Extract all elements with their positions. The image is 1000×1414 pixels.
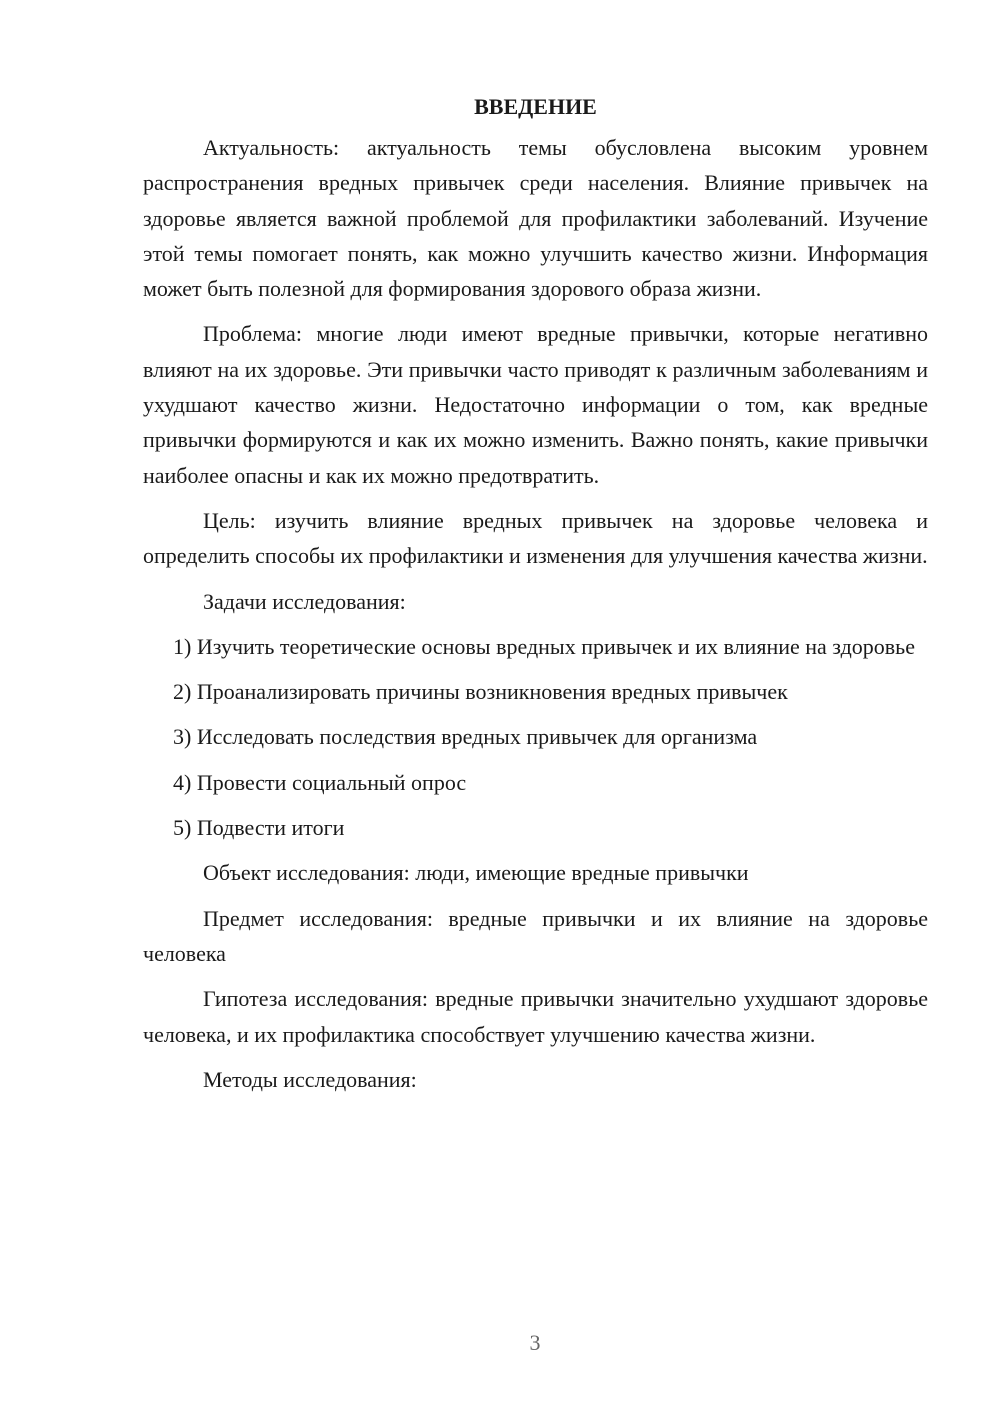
list-item: 5) Подвести итоги [173,815,345,841]
paragraph-object: Объект исследования: люди, имеющие вредные привычки [203,860,749,886]
document-title: ВВЕДЕНИЕ [474,94,597,119]
paragraph-subject: Предмет исследования: вредные привычки и их влияние на здоровье человека [143,905,928,966]
methods-heading: Методы исследования: [203,1066,417,1092]
list-item: 4) Провести социальный опрос [173,769,467,795]
list-item: 3) Исследовать последствия вредных привычек для организма [173,724,758,750]
page-number: 3 [529,1330,541,1355]
paragraph-goal: Цель: изучить влияние вредных привычек на здоровье человека и определить способы их профилактики и изменения для улучшения качества жизни. [143,507,928,569]
list-item: 2) Проанализировать причины возникновения вредных привычек [173,679,788,705]
paragraph-relevance: Актуальность: актуальность темы обусловлена высоким уровнем распространения вредных привычек среди населения. Влияние привычек на здоровье является важной проблемой для профилактики заболеваний. Изучение этой темы помогает понять, как можно улучшить качество жизни. Информация может быть полезной для формирования здорового образа жизни. [143,135,928,302]
tasks-list [143,629,928,845]
tasks-heading: Задачи исследования: [203,588,406,614]
list-item: 1) Изучить теоретические основы вредных привычек и их влияние на здоровье [173,633,915,659]
paragraph-problem: Проблема: многие люди имеют вредные привычки, которые негативно влияют на их здоровье. Эти привычки часто приводят к различным заболеваниям и ухудшают качество жизни. Недостаточно информации о том, как вредные привычки формируются и как их можно изменить. Важно понять, какие привычки наиболее опасны и как их можно предотвратить. [143,321,928,488]
paragraph-hypothesis: Гипотеза исследования: вредные привычки значительно ухудшают здоровье человека, и их профилактика способствует улучшению качества жизни. [143,986,928,1047]
document-page [143,90,928,1107]
